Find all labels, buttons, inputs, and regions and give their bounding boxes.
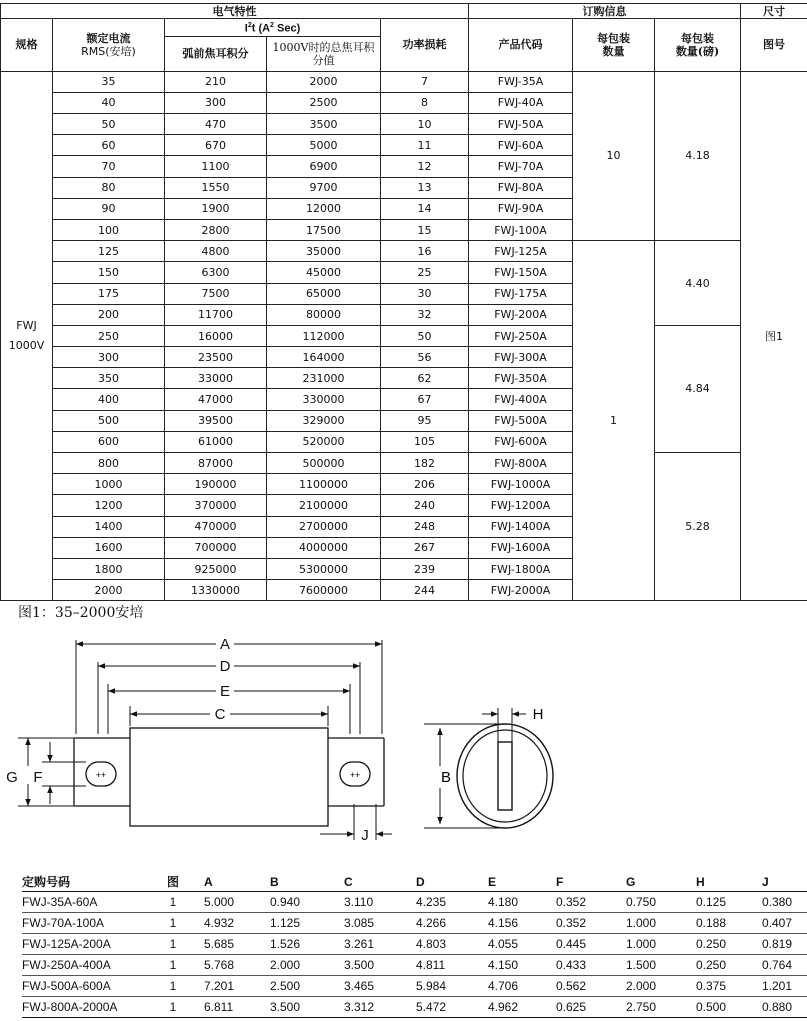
cell-product-code: FWJ-70A — [469, 156, 573, 177]
cell-rms: 1600 — [53, 537, 165, 558]
col-i2t: $I^2t$ ($A^2$ Sec) — [165, 19, 381, 37]
cell-pre-arc: 61000 — [165, 431, 267, 452]
cell-total-clearing: 12000 — [267, 198, 381, 219]
dim-cell: 2.500 — [270, 975, 344, 996]
cell-pack-qty: 1 — [573, 241, 655, 601]
dim-cell: 4.055 — [488, 933, 556, 954]
cell-total-clearing: 17500 — [267, 219, 381, 240]
dim-cell: FWJ-250A-400A — [22, 954, 142, 975]
cell-pre-arc: 210 — [165, 71, 267, 92]
dim-cell: 5.984 — [416, 975, 488, 996]
cell-product-code: FWJ-400A — [469, 389, 573, 410]
cell-rms: 50 — [53, 114, 165, 135]
cell-pack-weight: 4.40 — [655, 241, 741, 326]
cell-power-loss: 7 — [381, 71, 469, 92]
dim-label-j: J — [361, 827, 369, 844]
header-ordering: 订购信息 — [469, 4, 741, 19]
cell-total-clearing: 231000 — [267, 368, 381, 389]
cell-pre-arc: 1550 — [165, 177, 267, 198]
end-view-outer — [457, 724, 553, 828]
cell-rms: 125 — [53, 241, 165, 262]
cell-total-clearing: 500000 — [267, 453, 381, 474]
cell-rms: 400 — [53, 389, 165, 410]
dim-col-header: G — [626, 873, 696, 891]
dim-cell: 0.250 — [696, 954, 762, 975]
cell-power-loss: 67 — [381, 389, 469, 410]
cell-pre-arc: 6300 — [165, 262, 267, 283]
cell-rms: 35 — [53, 71, 165, 92]
cell-power-loss: 50 — [381, 325, 469, 346]
cell-product-code: FWJ-50A — [469, 114, 573, 135]
dim-col-header: D — [416, 873, 488, 891]
cell-rms: 2000 — [53, 580, 165, 601]
dim-cell: 2.750 — [626, 996, 696, 1017]
cell-total-clearing: 164000 — [267, 347, 381, 368]
dim-cell: 3.110 — [344, 891, 416, 912]
dim-col-header: 定购号码 — [22, 873, 142, 891]
spec-row — [1, 241, 807, 262]
header-size: 尺寸 — [741, 4, 807, 19]
cell-rms: 1800 — [53, 558, 165, 579]
cell-power-loss: 182 — [381, 453, 469, 474]
cell-total-clearing: 5300000 — [267, 558, 381, 579]
cell-pre-arc: 16000 — [165, 325, 267, 346]
dim-label-c: C — [214, 706, 226, 723]
col-pre-arc: 弧前焦耳积分 — [165, 36, 267, 71]
dim-cell: 1 — [142, 912, 204, 933]
spec-table — [0, 3, 807, 601]
cell-pre-arc: 1900 — [165, 198, 267, 219]
col-rated-current-line1: 额定电流 — [86, 31, 131, 45]
dim-row — [22, 912, 807, 933]
cell-product-code: FWJ-1400A — [469, 516, 573, 537]
dim-cell: 5.472 — [416, 996, 488, 1017]
cell-power-loss: 95 — [381, 410, 469, 431]
cell-rms: 350 — [53, 368, 165, 389]
cell-product-code: FWJ-2000A — [469, 580, 573, 601]
cell-pre-arc: 47000 — [165, 389, 267, 410]
dim-cell: 4.235 — [416, 891, 488, 912]
dim-cell: 3.500 — [270, 996, 344, 1017]
cell-rms: 800 — [53, 453, 165, 474]
cell-total-clearing: 5000 — [267, 135, 381, 156]
dim-cell: 4.803 — [416, 933, 488, 954]
cell-rms: 175 — [53, 283, 165, 304]
cell-total-clearing: 330000 — [267, 389, 381, 410]
cell-pre-arc: 1330000 — [165, 580, 267, 601]
cell-power-loss: 267 — [381, 537, 469, 558]
cell-product-code: FWJ-80A — [469, 177, 573, 198]
dim-cell: 5.768 — [204, 954, 270, 975]
cell-power-loss: 25 — [381, 262, 469, 283]
cell-rms: 60 — [53, 135, 165, 156]
dim-cell: 7.201 — [204, 975, 270, 996]
dim-cell: FWJ-35A-60A — [22, 891, 142, 912]
cell-rms: 1000 — [53, 474, 165, 495]
dim-cell: 1 — [142, 996, 204, 1017]
cell-total-clearing: 45000 — [267, 262, 381, 283]
cell-total-clearing: 80000 — [267, 304, 381, 325]
col-rated-current — [53, 19, 165, 72]
dim-cell: 4.150 — [488, 954, 556, 975]
dim-cell: 1 — [142, 933, 204, 954]
dim-cell: 1 — [142, 975, 204, 996]
dim-col-header: A — [204, 873, 270, 891]
dim-cell: FWJ-70A-100A — [22, 912, 142, 933]
cell-total-clearing: 6900 — [267, 156, 381, 177]
cell-product-code: FWJ-600A — [469, 431, 573, 452]
end-view-blade — [498, 742, 512, 810]
cell-power-loss: 13 — [381, 177, 469, 198]
cell-total-clearing: 4000000 — [267, 537, 381, 558]
dim-cell: FWJ-125A-200A — [22, 933, 142, 954]
spec-row — [1, 325, 807, 346]
cell-pre-arc: 23500 — [165, 347, 267, 368]
dim-cell: 4.180 — [488, 891, 556, 912]
dim-cell: 4.156 — [488, 912, 556, 933]
cell-rms: 300 — [53, 347, 165, 368]
dim-row — [22, 954, 807, 975]
cell-pre-arc: 7500 — [165, 283, 267, 304]
dim-col-header: F — [556, 873, 626, 891]
col-pack-qty: 每包装 数量 — [573, 19, 655, 72]
cell-total-clearing: 65000 — [267, 283, 381, 304]
cell-pack-weight: 5.28 — [655, 453, 741, 601]
dim-label-d: D — [219, 658, 231, 675]
cell-power-loss: 244 — [381, 580, 469, 601]
dim-cell: 3.500 — [344, 954, 416, 975]
cell-product-code: FWJ-1000A — [469, 474, 573, 495]
dim-cell: 0.750 — [626, 891, 696, 912]
dim-label-e: E — [219, 683, 231, 700]
cell-power-loss: 15 — [381, 219, 469, 240]
cell-product-code: FWJ-250A — [469, 325, 573, 346]
col-total-clearing: 1000V时的总焦耳积分值 — [267, 36, 381, 71]
dim-col-header: B — [270, 873, 344, 891]
dim-cell: 0.445 — [556, 933, 626, 954]
cell-pre-arc: 300 — [165, 92, 267, 113]
cell-pack-weight: 4.84 — [655, 325, 741, 452]
dim-cell: 1.000 — [626, 933, 696, 954]
fuse-body — [130, 728, 328, 826]
dimension-table — [22, 873, 807, 1018]
cell-power-loss: 12 — [381, 156, 469, 177]
spec-row — [1, 71, 807, 92]
cell-product-code: FWJ-150A — [469, 262, 573, 283]
dim-cell: 5.685 — [204, 933, 270, 954]
col-figure: 图号 — [741, 19, 807, 72]
cell-power-loss: 10 — [381, 114, 469, 135]
cell-power-loss: 206 — [381, 474, 469, 495]
cell-rms: 600 — [53, 431, 165, 452]
cell-product-code: FWJ-90A — [469, 198, 573, 219]
cell-rms: 1200 — [53, 495, 165, 516]
dim-cell: 0.562 — [556, 975, 626, 996]
cell-product-code: FWJ-1200A — [469, 495, 573, 516]
cell-pre-arc: 190000 — [165, 474, 267, 495]
cell-product-code: FWJ-350A — [469, 368, 573, 389]
dim-cell: 0.819 — [762, 933, 807, 954]
cell-product-code: FWJ-800A — [469, 453, 573, 474]
dim-cell: 2.000 — [626, 975, 696, 996]
dim-cell: 4.962 — [488, 996, 556, 1017]
cell-total-clearing: 2100000 — [267, 495, 381, 516]
cell-rms: 200 — [53, 304, 165, 325]
dim-col-header: C — [344, 873, 416, 891]
cell-rms: 1400 — [53, 516, 165, 537]
cell-pre-arc: 33000 — [165, 368, 267, 389]
cell-rms: 150 — [53, 262, 165, 283]
cell-power-loss: 14 — [381, 198, 469, 219]
cell-product-code: FWJ-100A — [469, 219, 573, 240]
col-rated-current-line2: RMS(安培) — [81, 44, 136, 58]
cell-pre-arc: 470 — [165, 114, 267, 135]
cell-total-clearing: 7600000 — [267, 580, 381, 601]
dim-cell: 0.352 — [556, 891, 626, 912]
cell-pre-arc: 39500 — [165, 410, 267, 431]
cell-total-clearing: 520000 — [267, 431, 381, 452]
cell-power-loss: 32 — [381, 304, 469, 325]
dim-label-h: H — [532, 706, 544, 723]
col-pack-weight: 每包装 数量(磅) — [655, 19, 741, 72]
end-view-inner — [463, 730, 547, 822]
dim-cell: 0.625 — [556, 996, 626, 1017]
dim-label-a: A — [219, 636, 231, 653]
dim-cell: 0.125 — [696, 891, 762, 912]
dim-col-header: E — [488, 873, 556, 891]
header-electrical: 电气特性 — [1, 4, 469, 19]
dim-cell: FWJ-800A-2000A — [22, 996, 142, 1017]
dim-cell: 3.312 — [344, 996, 416, 1017]
cell-pre-arc: 925000 — [165, 558, 267, 579]
right-hole-mark: ++ — [349, 770, 361, 780]
cell-total-clearing: 112000 — [267, 325, 381, 346]
cell-pack-qty: 10 — [573, 71, 655, 241]
cell-rms: 40 — [53, 92, 165, 113]
dim-cell: 4.811 — [416, 954, 488, 975]
dim-cell: 1.201 — [762, 975, 807, 996]
cell-power-loss: 62 — [381, 368, 469, 389]
dim-cell: 4.706 — [488, 975, 556, 996]
cell-product-code: FWJ-300A — [469, 347, 573, 368]
dim-cell: 3.465 — [344, 975, 416, 996]
dim-cell: 4.932 — [204, 912, 270, 933]
left-hole-mark: ++ — [95, 770, 107, 780]
cell-total-clearing: 9700 — [267, 177, 381, 198]
dim-cell: 0.250 — [696, 933, 762, 954]
cell-product-code: FWJ-175A — [469, 283, 573, 304]
col-spec: 规格 — [1, 19, 53, 72]
dim-cell: FWJ-500A-600A — [22, 975, 142, 996]
dim-cell: 3.085 — [344, 912, 416, 933]
cell-pre-arc: 87000 — [165, 453, 267, 474]
dim-cell: 4.266 — [416, 912, 488, 933]
dim-cell: 0.764 — [762, 954, 807, 975]
figure-caption: 图1：35–2000安培 — [18, 605, 144, 621]
dim-cell: 1.526 — [270, 933, 344, 954]
dim-cell: 1.125 — [270, 912, 344, 933]
cell-pre-arc: 470000 — [165, 516, 267, 537]
col-power-loss: 功率损耗 — [381, 19, 469, 72]
spec-row — [1, 453, 807, 474]
cell-pre-arc: 700000 — [165, 537, 267, 558]
dim-label-f: F — [33, 769, 43, 786]
dim-cell: 0.375 — [696, 975, 762, 996]
dim-row — [22, 891, 807, 912]
cell-pre-arc: 670 — [165, 135, 267, 156]
cell-pre-arc: 370000 — [165, 495, 267, 516]
dim-cell: 1 — [142, 891, 204, 912]
cell-power-loss: 105 — [381, 431, 469, 452]
dim-row — [22, 933, 807, 954]
dim-col-header: J — [762, 873, 807, 891]
dim-cell: 1.500 — [626, 954, 696, 975]
dim-cell: 1.000 — [626, 912, 696, 933]
dim-col-header: H — [696, 873, 762, 891]
cell-product-code: FWJ-40A — [469, 92, 573, 113]
cell-power-loss: 248 — [381, 516, 469, 537]
dim-label-g: G — [6, 769, 18, 786]
dim-cell: 0.940 — [270, 891, 344, 912]
cell-total-clearing: 35000 — [267, 241, 381, 262]
cell-pre-arc: 11700 — [165, 304, 267, 325]
dim-row — [22, 996, 807, 1017]
cell-power-loss: 239 — [381, 558, 469, 579]
cell-total-clearing: 1100000 — [267, 474, 381, 495]
cell-product-code: FWJ-200A — [469, 304, 573, 325]
cell-power-loss: 30 — [381, 283, 469, 304]
cell-total-clearing: 3500 — [267, 114, 381, 135]
cell-product-code: FWJ-1800A — [469, 558, 573, 579]
cell-power-loss: 240 — [381, 495, 469, 516]
cell-pre-arc: 4800 — [165, 241, 267, 262]
cell-rms: 80 — [53, 177, 165, 198]
cell-power-loss: 11 — [381, 135, 469, 156]
dim-cell: 2.000 — [270, 954, 344, 975]
col-product-code: 产品代码 — [469, 19, 573, 72]
cell-power-loss: 16 — [381, 241, 469, 262]
cell-pre-arc: 2800 — [165, 219, 267, 240]
cell-pack-weight: 4.18 — [655, 71, 741, 241]
dim-cell: 6.811 — [204, 996, 270, 1017]
dim-cell: 0.433 — [556, 954, 626, 975]
dim-cell: 0.880 — [762, 996, 807, 1017]
cell-rms: 90 — [53, 198, 165, 219]
dim-label-b: B — [440, 769, 452, 786]
spec-label-line2: 1000V — [8, 339, 45, 352]
cell-figure-no: 图1 — [741, 71, 807, 601]
dim-col-header: 图 — [142, 873, 204, 891]
cell-product-code: FWJ-35A — [469, 71, 573, 92]
cell-total-clearing: 2700000 — [267, 516, 381, 537]
dim-row — [22, 975, 807, 996]
cell-pre-arc: 1100 — [165, 156, 267, 177]
cell-rms: 500 — [53, 410, 165, 431]
cell-rms: 250 — [53, 325, 165, 346]
cell-total-clearing: 2500 — [267, 92, 381, 113]
dim-cell: 0.500 — [696, 996, 762, 1017]
dim-cell: 0.188 — [696, 912, 762, 933]
spec-label-line1: FWJ — [16, 319, 37, 332]
cell-rms: 100 — [53, 219, 165, 240]
cell-total-clearing: 329000 — [267, 410, 381, 431]
cell-product-code: FWJ-500A — [469, 410, 573, 431]
cell-product-code: FWJ-1600A — [469, 537, 573, 558]
dim-cell: 0.352 — [556, 912, 626, 933]
dim-cell: 5.000 — [204, 891, 270, 912]
cell-total-clearing: 2000 — [267, 71, 381, 92]
dim-cell: 0.407 — [762, 912, 807, 933]
dim-cell: 1 — [142, 954, 204, 975]
cell-power-loss: 8 — [381, 92, 469, 113]
cell-product-code: FWJ-125A — [469, 241, 573, 262]
dim-cell: 0.380 — [762, 891, 807, 912]
dim-cell: 3.261 — [344, 933, 416, 954]
fuse-dimension-drawing — [0, 628, 807, 858]
spec-label-cell — [1, 71, 53, 601]
cell-rms: 70 — [53, 156, 165, 177]
cell-power-loss: 56 — [381, 347, 469, 368]
cell-product-code: FWJ-60A — [469, 135, 573, 156]
